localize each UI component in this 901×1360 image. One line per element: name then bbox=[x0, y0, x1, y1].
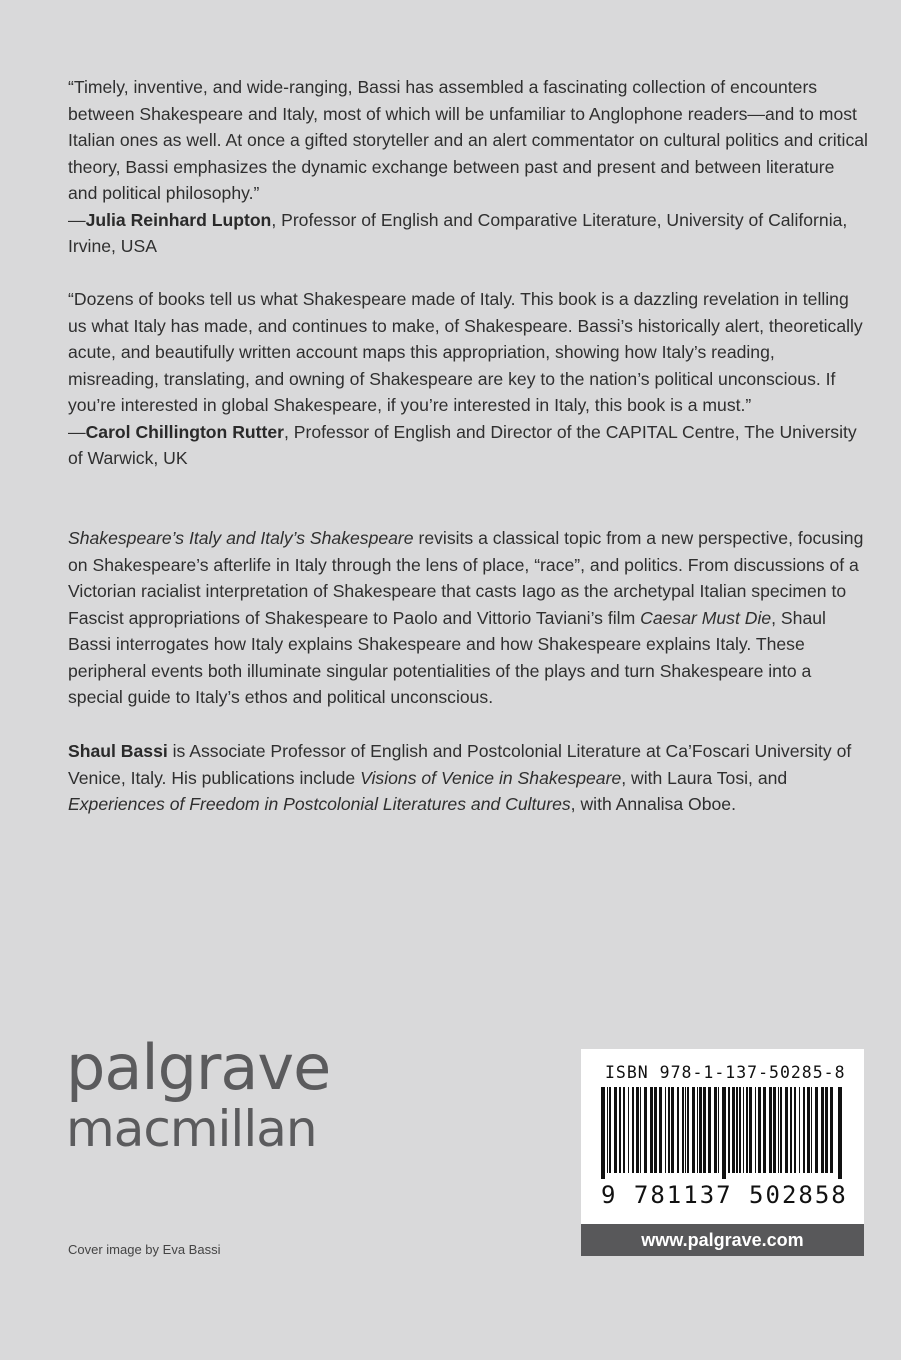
barcode-bars bbox=[601, 1087, 844, 1179]
endorsement-lupton bbox=[68, 74, 868, 260]
endorsement-author: Julia Reinhard Lupton bbox=[85, 209, 272, 230]
author-name: Shaul Bassi bbox=[68, 741, 168, 761]
cover-image-credit: Cover image by Eva Bassi bbox=[68, 1242, 221, 1257]
bio-text: is Associate Professor of English and Postcolonial Literature at Ca’Foscari University of Venice, Italy. His publications include bbox=[68, 741, 852, 788]
endorsement-rutter bbox=[68, 286, 868, 472]
dash: — bbox=[68, 421, 86, 442]
bio-text: , with Laura Tosi, and bbox=[621, 767, 788, 788]
book-title: Shakespeare’s Italy and Italy’s Shakespeare bbox=[68, 528, 414, 548]
endorsement-affiliation: , Professor of English and Director of the CAPITAL Centre, The University of Warwick, UK bbox=[68, 421, 857, 468]
isbn-barcode bbox=[581, 1049, 864, 1224]
endorsement-author: Carol Chillington Rutter bbox=[85, 421, 284, 442]
logo-line-palgrave: palgrave bbox=[66, 1031, 331, 1104]
bio-text: , with Annalisa Oboe. bbox=[570, 794, 736, 814]
bio-work-title: Experiences of Freedom in Postcolonial Literatures and Cultures bbox=[68, 794, 571, 814]
endorsement-quote: “Timely, inventive, and wide-ranging, Bassi has assembled a fascinating collection of encounters between Shakespeare and Italy, most of which will be unfamiliar to Anglophone readers—and to most Italian ones as well. At once a gifted storyteller and an alert commentator on cultural politics and critical theory, Bassi emphasizes the dynamic exchange between past and present and between literature and political philosophy.” bbox=[68, 77, 868, 203]
publisher-logo bbox=[66, 1031, 331, 1158]
description-text: , Shaul Bassi interrogates how Italy explains Shakespeare and how Shakespeare explains Italy. These peripheral events both illuminate singular potentialities of the plays and turn Shakespeare into a special guide to Italy’s ethos and political unconscious. bbox=[68, 607, 826, 707]
dash: — bbox=[68, 209, 86, 230]
endorsement-quote: “Dozens of books tell us what Shakespeare made of Italy. This book is a dazzling revelation in telling us what Italy has made, and continues to make, of Shakespeare. Bassi’s historically alert, theoretically acute, and beautifully written account maps this appropriation, showing how Italy’s reading, misreading, translating, and owning of Shakespeare are key to the nation’s political unconscious. If you’re interested in global Shakespeare, if you’re interested in Italy, this book is a must.” bbox=[68, 289, 863, 415]
book-description bbox=[68, 525, 868, 711]
endorsement-affiliation: , Professor of English and Comparative Literature, University of California, Irvine, USA bbox=[68, 209, 848, 256]
isbn-label: ISBN 978-1-137-50285-8 bbox=[605, 1063, 846, 1082]
logo-line-macmillan: macmillan bbox=[66, 1100, 317, 1158]
publisher-url: www.palgrave.com bbox=[581, 1224, 864, 1256]
description-text: revisits a classical topic from a new perspective, focusing on Shakespeare’s afterlife in Italy through the lens of place, “race”, and politics. From discussions of a Victorian racialist interpretation of Shakespeare that casts Iago as the archetypal Italian specimen to Fascist appropriations of Shakespeare to Paolo and Vittorio Taviani’s film bbox=[68, 528, 864, 628]
barcode-digits: 9 781137 502858 bbox=[601, 1181, 848, 1209]
film-title: Caesar Must Die bbox=[640, 607, 772, 628]
bio-work-title: Visions of Venice in Shakespeare bbox=[360, 767, 622, 788]
author-bio bbox=[68, 738, 868, 818]
